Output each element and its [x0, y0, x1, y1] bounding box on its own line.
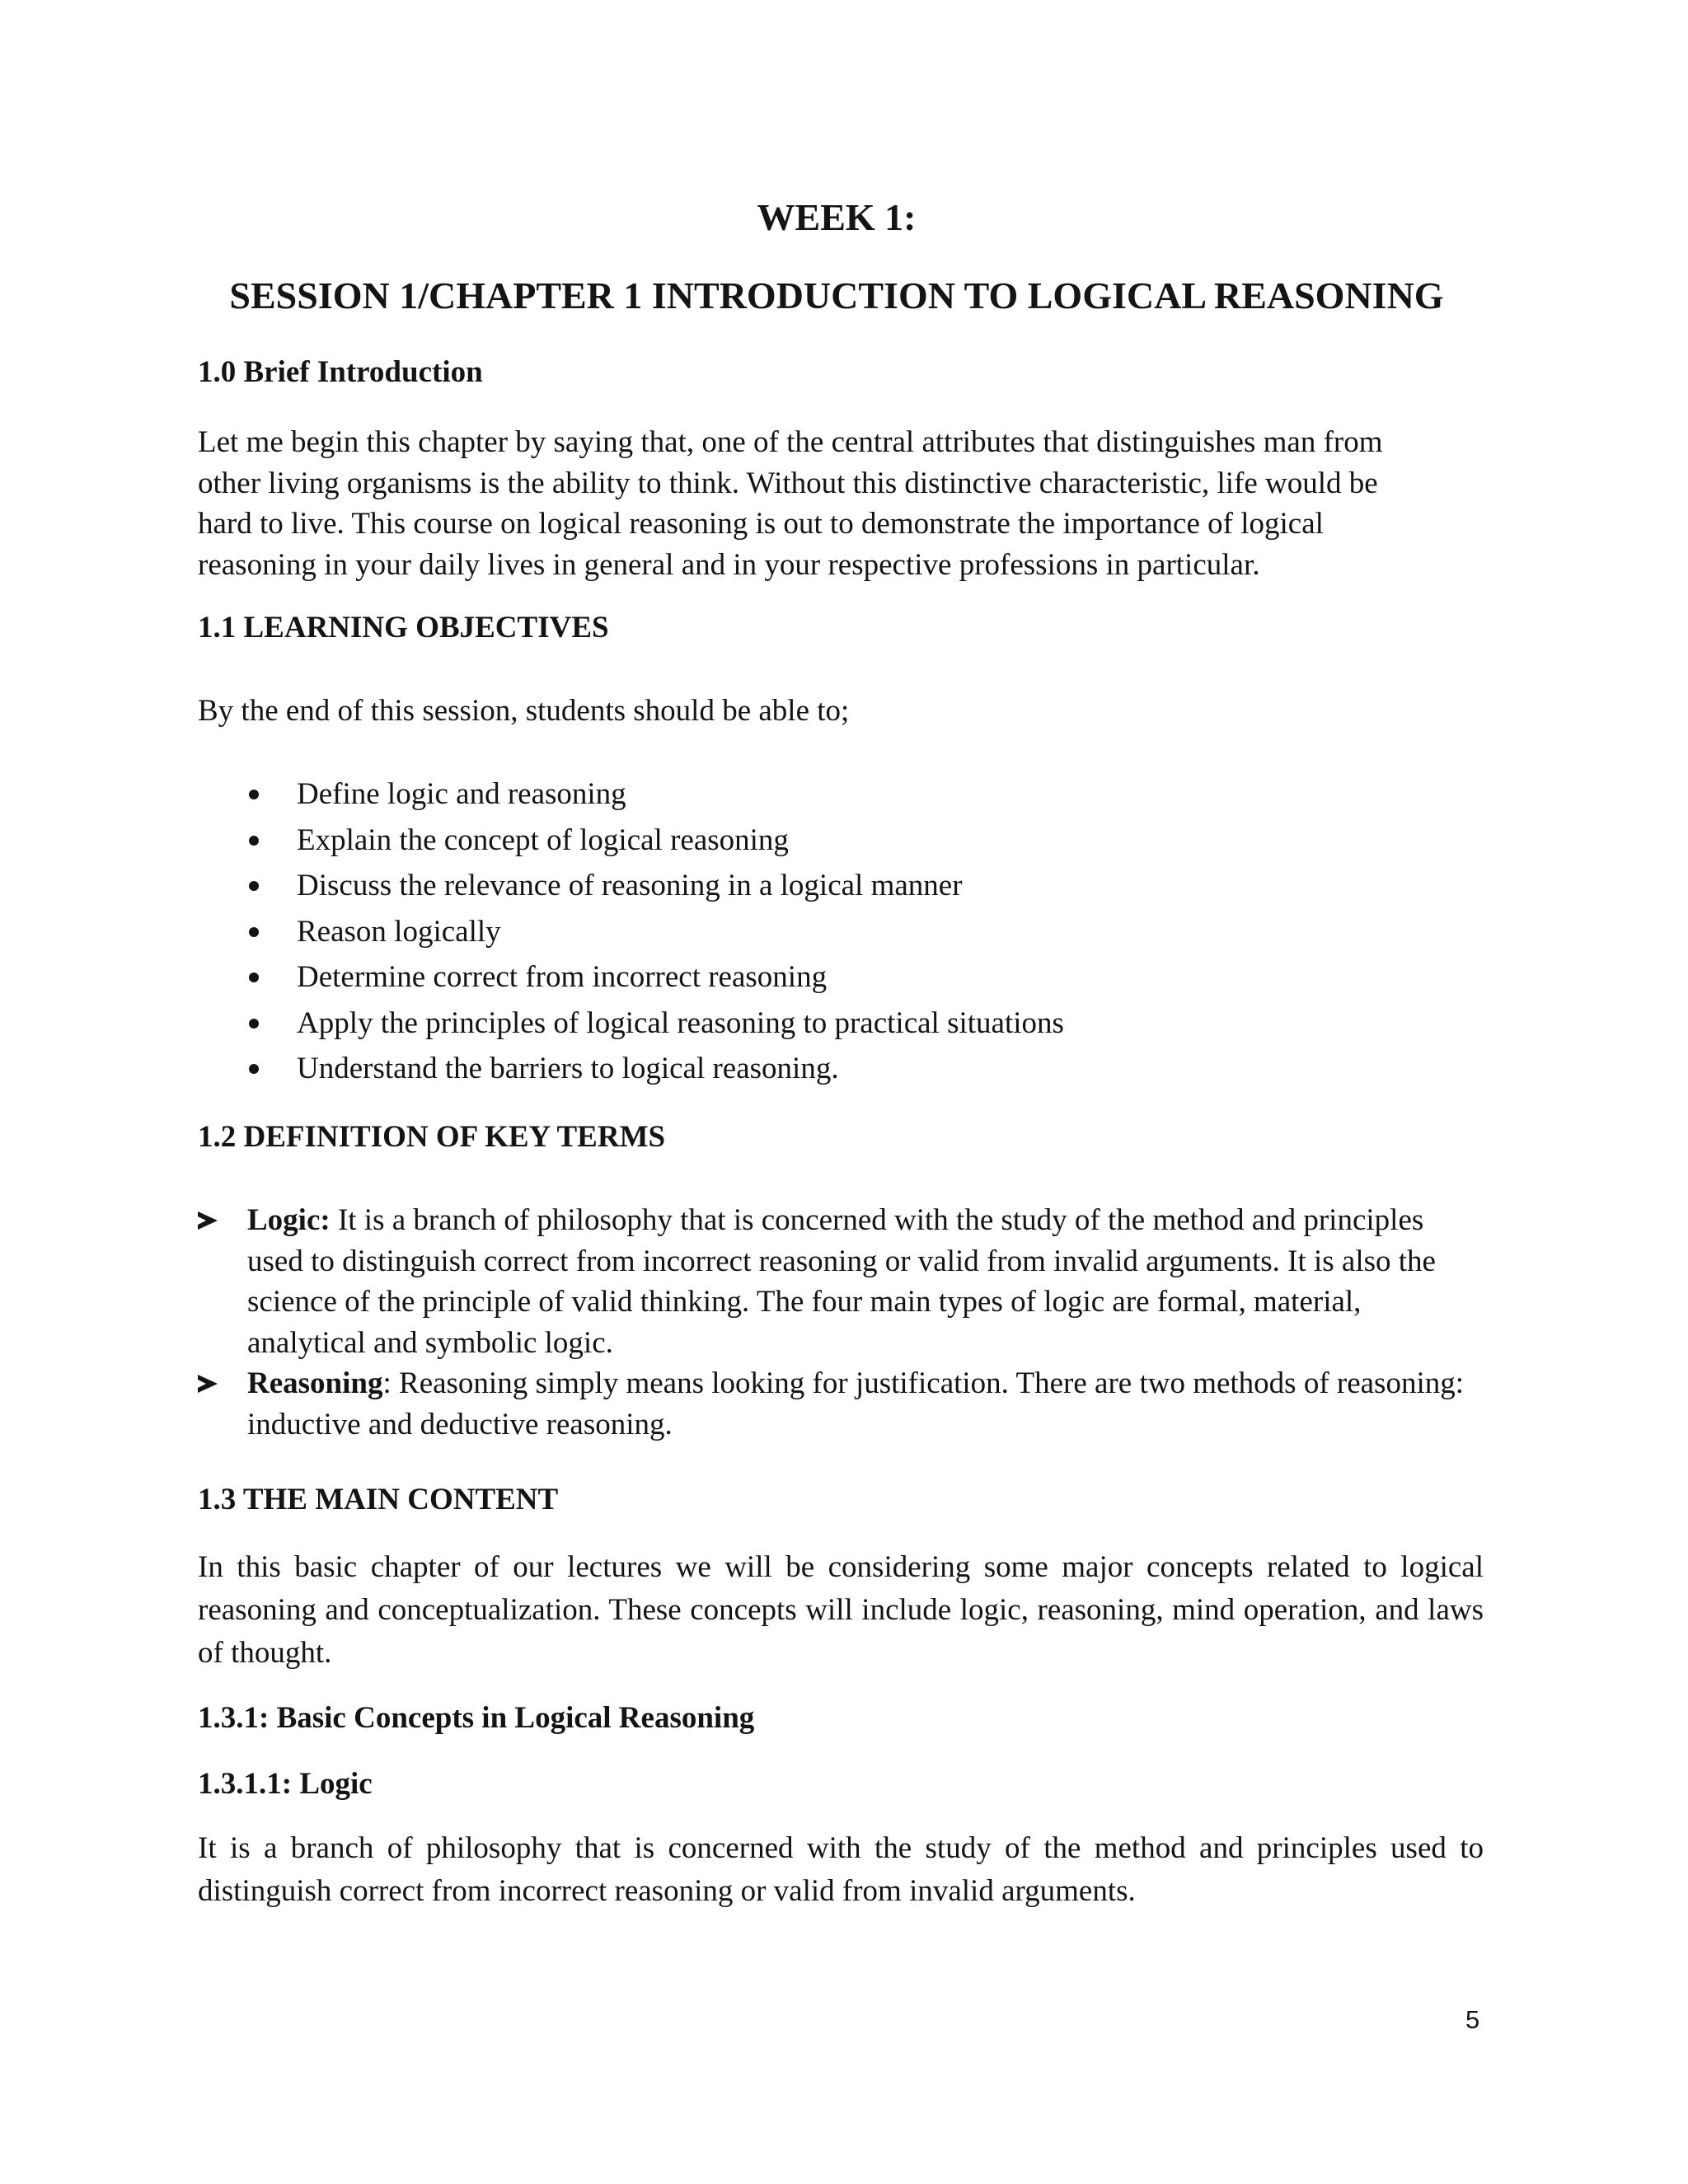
logic-section-paragraph: It is a branch of philosophy that is concerned with the study of the method and principles used to distinguish correct from incorrect reasoning or valid from invalid arguments.	[198, 1831, 1484, 1908]
logic-section-heading: 1.3.1.1: Logic	[198, 1767, 373, 1801]
arrow-bullet-icon	[198, 1212, 218, 1230]
document-page	[198, 0, 1484, 2184]
page-number: 5	[1465, 2005, 1480, 2034]
key-terms-list	[198, 1200, 1484, 1445]
list-item	[198, 954, 1064, 1001]
intro-heading: 1.0 Brief Introduction	[198, 355, 483, 389]
objective-text: Discuss the relevance of reasoning in a logical manner	[297, 869, 963, 902]
intro-line: Let me begin this chapter by saying that, one of the central attributes that distinguishes man from	[198, 425, 1383, 459]
bullet-icon	[249, 1019, 259, 1029]
list-item	[198, 1046, 1064, 1092]
list-item	[198, 1200, 1484, 1363]
list-item	[198, 818, 1064, 864]
objectives-lead: By the end of this session, students should be able to;	[198, 694, 850, 728]
objective-text: Understand the barriers to logical reasoning.	[297, 1052, 839, 1085]
bullet-icon	[249, 972, 259, 982]
objectives-heading: 1.1 LEARNING OBJECTIVES	[198, 611, 609, 644]
arrow-bullet-icon	[198, 1375, 218, 1393]
week-title: WEEK 1:	[757, 196, 917, 238]
objective-text: Reason logically	[297, 914, 501, 949]
objective-text: Define logic and reasoning	[297, 777, 626, 811]
list-item	[198, 771, 1064, 818]
bullet-icon	[249, 790, 259, 799]
intro-line: hard to live. This course on logical reasoning is out to demonstrate the importance of logical	[198, 507, 1324, 541]
objective-text: Determine correct from incorrect reasoning	[297, 960, 828, 994]
term-definition: : Reasoning simply means looking for justification. There are two methods of reasoning: inductive and deductive reasoning.	[247, 1366, 1465, 1441]
session-title: SESSION 1/CHAPTER 1 INTRODUCTION TO LOGICAL REASONING	[229, 274, 1444, 316]
term-label: Logic:	[247, 1203, 331, 1237]
list-item	[198, 863, 1064, 909]
intro-line: reasoning in your daily lives in general and in your respective professions in particular.	[198, 547, 1260, 582]
bullet-icon	[249, 836, 259, 846]
list-item	[198, 1001, 1064, 1047]
term-definition: It is a branch of philosophy that is concerned with the study of the method and principles used to distinguish correct from incorrect reasoning or valid from invalid arguments. It is also the science of the principle of valid thinking. The four main types of logic are formal, material, analytical and symbolic logic.	[247, 1203, 1436, 1360]
main-content-paragraph: In this basic chapter of our lectures we will be considering some major concepts related to logical reasoning and conceptualization. These concepts will include logic, reasoning, mind operation, and laws of thought.	[198, 1550, 1484, 1670]
key-terms-heading: 1.2 DEFINITION OF KEY TERMS	[198, 1120, 666, 1154]
objective-text: Apply the principles of logical reasoning to practical situations	[297, 1005, 1064, 1040]
objective-text: Explain the concept of logical reasoning	[297, 823, 789, 857]
term-label: Reasoning	[247, 1366, 383, 1400]
basic-concepts-heading: 1.3.1: Basic Concepts in Logical Reasoning	[198, 1701, 755, 1735]
bullet-icon	[249, 1064, 259, 1074]
list-item	[198, 1363, 1484, 1445]
intro-paragraph	[198, 422, 1484, 585]
main-content-heading: 1.3 THE MAIN CONTENT	[198, 1483, 559, 1516]
bullet-icon	[249, 881, 259, 891]
bullet-icon	[249, 927, 259, 937]
list-item	[198, 909, 1064, 955]
objectives-list	[198, 771, 1064, 1092]
intro-line: other living organisms is the ability to think. Without this distinctive characteristic, life would be	[198, 466, 1378, 500]
